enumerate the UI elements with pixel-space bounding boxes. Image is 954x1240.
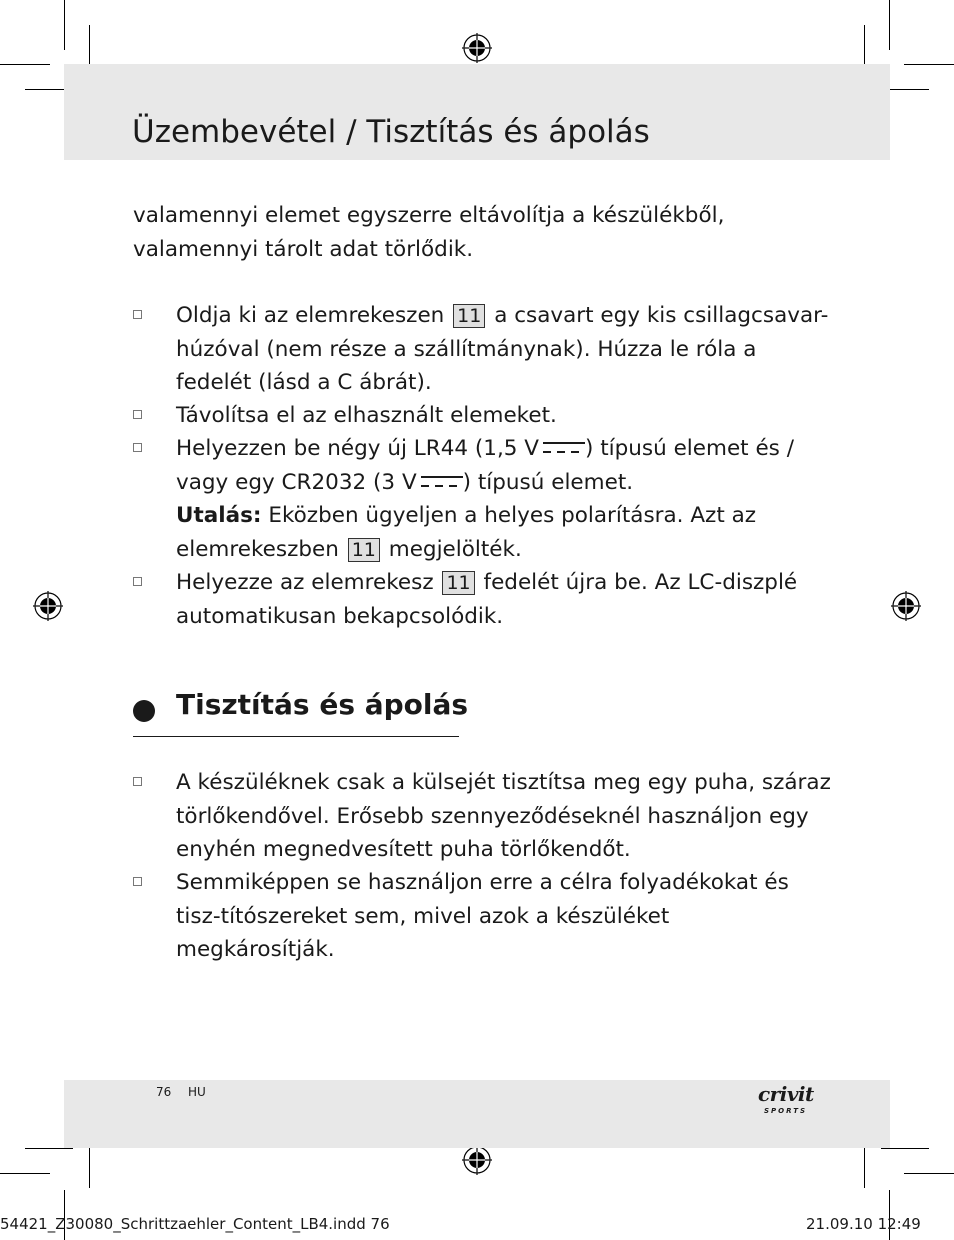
checkbox-bullet-icon	[133, 310, 142, 319]
list-item-text	[176, 432, 833, 566]
list-item	[133, 766, 833, 867]
list-item-text	[176, 299, 833, 400]
list-item	[133, 866, 833, 967]
crop-mark	[881, 1148, 929, 1149]
text-segment: a csavart egy kis csillagcsavar-húzóval (nem része a szállítmánynak). Húzza le róla a fedelét (lásd a C ábrát).	[176, 303, 829, 395]
text-segment: fedelét újra be. Az LC-diszplé automatikusan bekapcsolódik.	[176, 570, 798, 629]
text-segment: megjelölték.	[388, 536, 522, 562]
checkbox-bullet-icon	[133, 577, 142, 586]
checkbox-bullet-icon	[133, 443, 142, 452]
text-segment: ) típusú elemet.	[462, 469, 634, 495]
text-segment: Helyezzen be négy új LR44 (1,5 V	[176, 436, 540, 461]
text-segment: Eközben ügyeljen a helyes polarításra. Azt az elemrekeszben	[176, 503, 757, 562]
text-segment: Oldja ki az elemrekeszen	[176, 303, 445, 328]
logo-wordmark: crivit	[758, 1082, 814, 1106]
crop-mark	[64, 0, 65, 50]
crop-mark	[904, 1173, 954, 1174]
list-item-text: Távolítsa el az elhasznált elemeket.	[176, 403, 557, 428]
logo-subtitle: SPORTS	[764, 1107, 808, 1115]
crop-mark	[889, 0, 890, 50]
intro-paragraph: valamennyi elemet egyszerre eltávolítja a készülékből, valamennyi tárolt adat törlődik.	[133, 203, 725, 262]
list-item	[133, 432, 833, 566]
part-reference: 11	[453, 304, 485, 328]
registration-mark-icon	[33, 591, 63, 621]
list-item-text: A készüléknek csak a külsejét tisztítsa meg egy puha, száraz törlőkendővel. Erősebb szennyeződéseknél használjon egy enyhén megnedvesített puha törlőkendőt.	[176, 770, 831, 862]
note-label: Utalás:	[176, 503, 262, 528]
crivit-logo	[758, 1082, 822, 1118]
list-item	[133, 399, 833, 433]
list-item	[133, 566, 833, 633]
crop-mark	[25, 1148, 73, 1149]
print-file-info: 54421_Z30080_Schrittzaehler_Content_LB4.indd 76	[0, 1215, 390, 1233]
section-heading	[133, 688, 469, 737]
bullet-dot-icon	[133, 700, 155, 722]
dc-voltage-icon	[421, 474, 463, 490]
crop-mark	[0, 64, 50, 65]
checkbox-bullet-icon	[133, 777, 142, 786]
language-code: HU	[188, 1085, 206, 1099]
text-segment: Helyezze az elemrekesz	[176, 570, 434, 595]
registration-mark-icon	[462, 1145, 492, 1175]
text-segment: ) típusú elemet és / vagy egy CR2032 (3 V	[176, 436, 794, 495]
print-datetime: 21.09.10 12:49	[806, 1215, 921, 1233]
page-title: Üzembevétel / Tisztítás és ápolás	[132, 114, 650, 150]
list-item-text	[176, 566, 833, 633]
list-item	[133, 299, 833, 400]
part-reference: 11	[442, 571, 474, 595]
dc-voltage-icon	[543, 440, 585, 456]
part-reference: 11	[348, 538, 380, 562]
registration-mark-icon	[891, 591, 921, 621]
crop-mark	[0, 1173, 50, 1174]
registration-mark-icon	[462, 33, 492, 63]
page-number: 76	[156, 1085, 172, 1099]
crop-mark	[904, 64, 954, 65]
section-title: Tisztítás és ápolás	[176, 688, 469, 721]
checkbox-bullet-icon	[133, 877, 142, 886]
list-item-text: Semmiképpen se használjon erre a célra folyadékokat és tisz-títószereket sem, mivel azok a készüléket megkárosítják.	[176, 870, 789, 962]
checkbox-bullet-icon	[133, 410, 142, 419]
